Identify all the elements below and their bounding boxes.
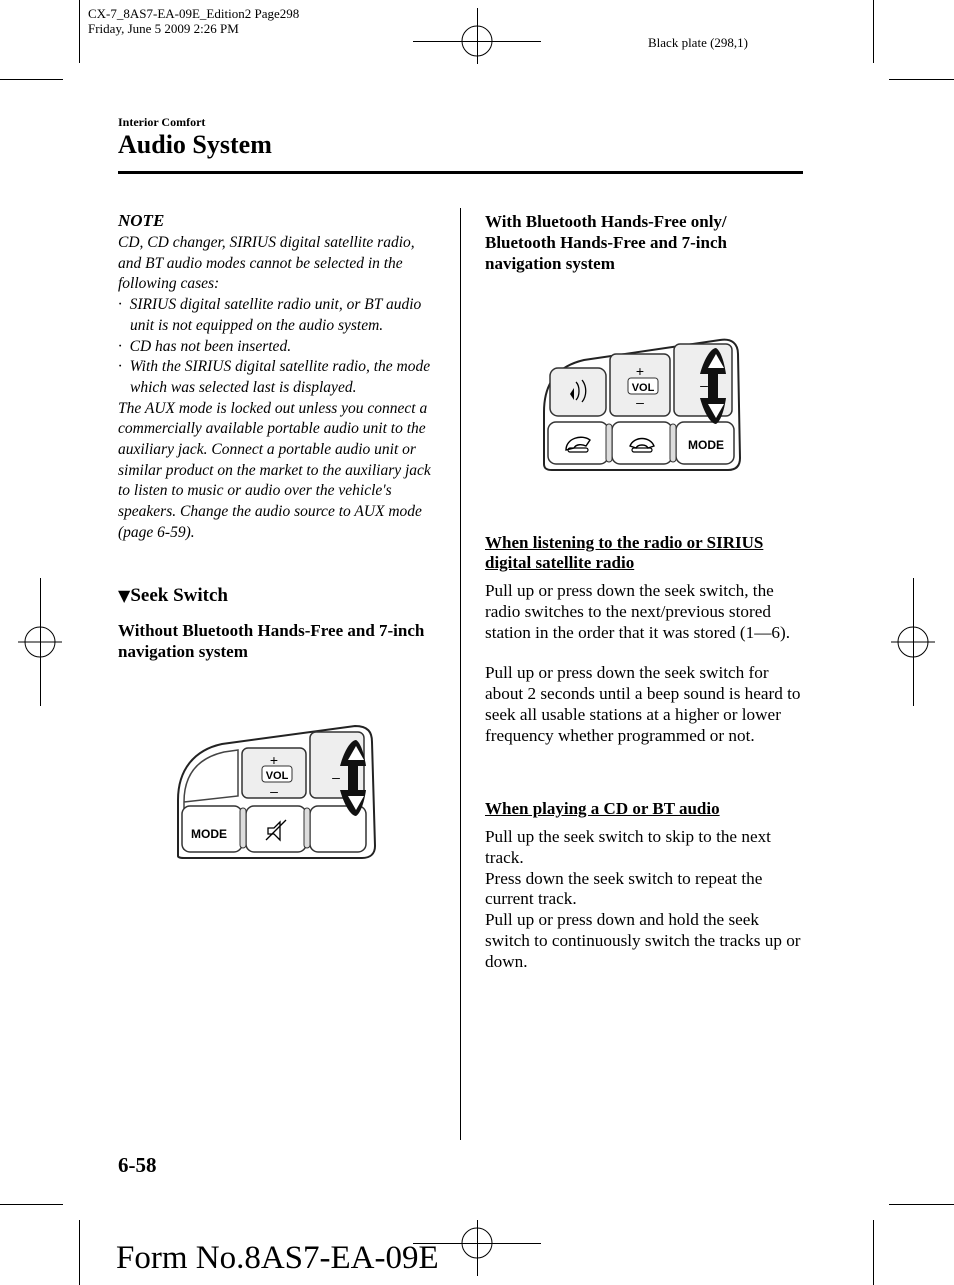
note-bullet: · SIRIUS digital satellite radio unit, or BT audio unit is not equipped on the audio system.	[118, 296, 422, 334]
vol-label: VOL	[631, 382, 655, 394]
note-bullet: · CD has not been inserted.	[118, 337, 292, 355]
radio-heading: When listening to the radio or SIRIUS digital satellite radio	[485, 533, 764, 572]
cd-heading: When playing a CD or BT audio	[485, 799, 720, 818]
note-aux: The AUX mode is locked out unless you connect a commercially available portable audio unit to the auxiliary jack. Connect a portable audio unit or similar product on the market to the auxiliary jack to listen to music or audio over the vehicle's speakers. Change the audio source to AUX mode (page 6-59).	[118, 399, 431, 541]
steering-switch-right-icon	[540, 334, 746, 476]
vol-label: VOL	[265, 770, 289, 782]
note-body	[118, 233, 436, 544]
mode-label: MODE	[688, 438, 724, 452]
crop-mark	[889, 79, 954, 80]
radio-paragraph-2: Pull up or press down the seek switch for about 2 seconds until a beep sound is heard to seek all usable stations at a higher or lower frequency whether programmed or not.	[485, 663, 801, 745]
crop-mark	[79, 0, 80, 63]
crop-mark	[0, 79, 63, 80]
steering-switch-left-icon	[170, 718, 382, 863]
page-number: 6-58	[118, 1153, 157, 1177]
left-subheading: Without Bluetooth Hands-Free and 7-inch navigation system	[118, 621, 425, 661]
minus-label: –	[636, 394, 644, 410]
mode-label: MODE	[191, 827, 227, 841]
cd-line-3: Pull up or press down and hold the seek switch to continuously switch the tracks up or down.	[485, 910, 801, 971]
cd-line-2: Press down the seek switch to repeat the current track.	[485, 868, 763, 909]
note-bullet: · With the SIRIUS digital satellite radio, the mode which was selected last is displayed.	[118, 358, 431, 396]
minus-label: –	[270, 783, 278, 799]
file-info-line1: CX-7_8AS7-EA-09E_Edition2 Page298	[88, 6, 300, 21]
seek-minus-label: –	[700, 377, 708, 393]
registration-mark-icon	[18, 620, 62, 664]
note-title: NOTE	[118, 211, 165, 230]
radio-paragraph-1: Pull up or press down the seek switch, the radio switches to the next/previous stored station in the order that it was stored (1―6).	[485, 581, 791, 642]
crop-mark	[873, 1220, 874, 1285]
seek-minus-label: –	[332, 769, 340, 785]
title-rule	[118, 171, 803, 174]
plus-label: +	[635, 363, 645, 379]
file-info-line2: Friday, June 5 2009 2:26 PM	[88, 21, 239, 36]
registration-mark-icon	[455, 1221, 499, 1265]
registration-mark-icon	[455, 19, 499, 63]
crop-mark	[0, 1204, 63, 1205]
plate-label: Black plate (298,1)	[648, 35, 748, 50]
triangle-down-icon: ▼	[118, 586, 131, 605]
section-label: Interior Comfort	[118, 115, 206, 129]
plus-label: +	[269, 752, 279, 768]
note-intro: CD, CD changer, SIRIUS digital satellite radio, and BT audio modes cannot be selected in the following cases:	[118, 234, 415, 293]
page-title: Audio System	[118, 130, 272, 159]
cd-line-1: Pull up the seek switch to skip to the next track.	[485, 827, 771, 867]
seek-heading: ▼Seek Switch	[118, 585, 228, 606]
cd-body	[485, 827, 805, 973]
registration-mark-icon	[891, 620, 935, 664]
right-subheading: With Bluetooth Hands-Free only/ Bluetooth Hands-Free and 7-inch navigation system	[485, 212, 727, 273]
crop-mark	[873, 0, 874, 63]
crop-mark	[889, 1204, 954, 1205]
radio-body	[485, 581, 805, 747]
form-number: Form No.8AS7-EA-09E	[116, 1240, 439, 1276]
column-divider	[460, 208, 461, 1140]
crop-mark	[79, 1220, 80, 1285]
